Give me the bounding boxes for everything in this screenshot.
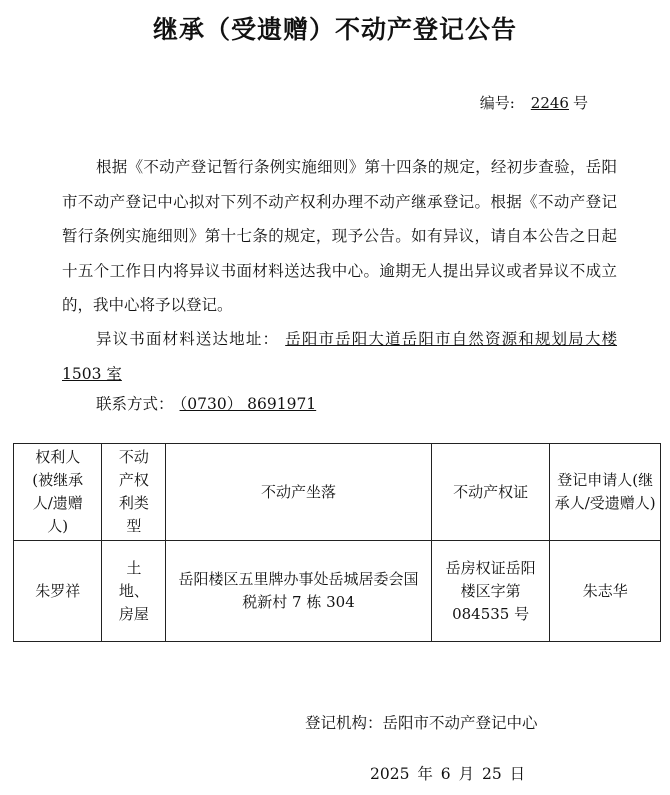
header-right-type: 不动产权利类型: [102, 444, 166, 541]
notice-title: 继承（受遗赠）不动产登记公告: [152, 15, 517, 44]
serial-suffix: 号: [572, 94, 588, 112]
serial-label: 编号:: [479, 94, 515, 112]
objection-address: [62, 322, 617, 391]
cell-owner: 朱罗祥: [14, 541, 102, 642]
contact-label: 联系方式：: [96, 395, 174, 413]
contact-value: （0730） 8691971: [179, 395, 317, 413]
cell-location: 岳阳楼区五里牌办事处岳城居委会国税新村 7 栋 304: [166, 541, 432, 642]
notice-date: 2025 年 6 月 25 日: [370, 765, 526, 783]
contact-info: [96, 392, 338, 414]
table-header-row: [14, 444, 661, 541]
cell-right-type: 土地、房屋: [102, 541, 166, 642]
registration-organization: [305, 711, 538, 733]
header-applicant: 登记申请人(继承人/受遗赠人): [550, 444, 661, 541]
serial-number: [480, 92, 588, 113]
cell-certificate: 岳房权证岳阳楼区字第 084535 号: [431, 541, 550, 642]
cell-applicant: 朱志华: [550, 541, 661, 642]
serial-value: 2246: [530, 94, 569, 112]
header-certificate: 不动产权证: [431, 444, 550, 541]
notice-body: 根据《不动产登记暂行条例实施细则》第十四条的规定，经初步查验，岳阳市不动产登记中心拟对下列不动产权利办理不动产继承登记。根据《不动产登记暂行条例实施细则》第十七条的规定，现予公告。如有异议，请自本公告之日起十五个工作日内将异议书面材料送达我中心。逾期无人提出异议或者异议不成立的，我中心将予以登记。: [62, 158, 617, 314]
organization-label: 登记机构：: [305, 714, 383, 732]
header-owner: 权利人(被继承人/遗赠人): [14, 444, 102, 541]
objection-address-label: 异议书面材料送达地址：: [96, 330, 280, 348]
objection-address-value: 岳阳市岳阳大道岳阳市自然资源和规划局大楼 1503 室: [62, 330, 617, 383]
table-row: [14, 541, 661, 642]
header-location: 不动产坐落: [166, 444, 432, 541]
property-table: [13, 443, 661, 642]
organization-value: 岳阳市不动产登记中心: [382, 714, 538, 732]
